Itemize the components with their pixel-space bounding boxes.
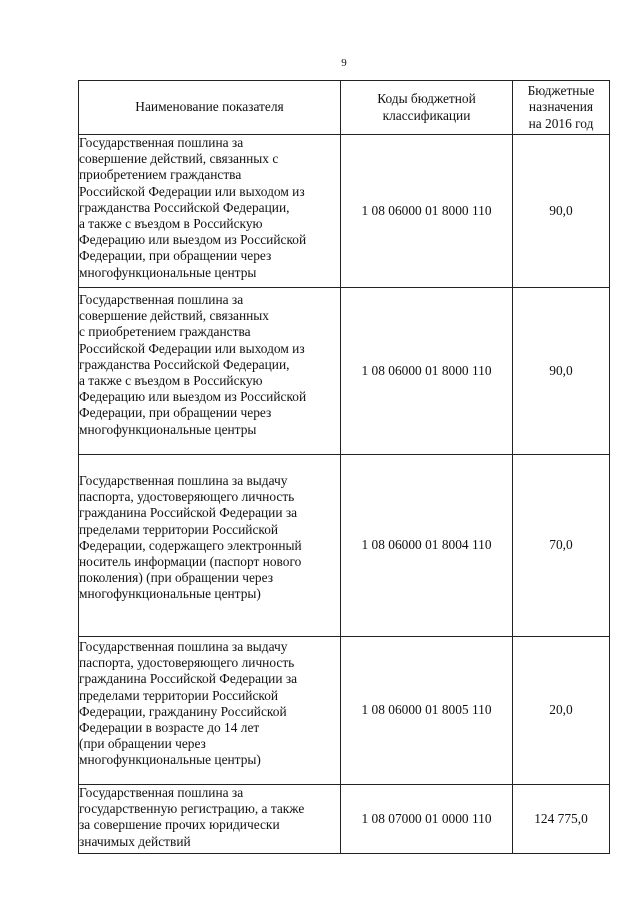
row-name-line: Государственная пошлина за: [79, 135, 244, 150]
row-name-line: Государственная пошлина за: [79, 785, 244, 800]
table-row: [79, 785, 610, 854]
row-name-line: паспорта, удостоверяющего личность: [79, 655, 295, 671]
row-name-line: совершение действий, связанных: [79, 308, 269, 324]
row-name-line: Государственная пошлина за выдачу: [79, 473, 288, 488]
row-name-line: за совершение прочих юридически: [79, 817, 280, 833]
row-name-line: гражданства Российской Федерации,: [79, 356, 290, 372]
row-name-line: гражданина Российской Федерации за: [79, 505, 298, 521]
row-name-line: приобретением гражданства: [79, 167, 242, 183]
table-row: [79, 135, 610, 288]
row-name-line: значимых действий: [79, 833, 191, 849]
row-name-line: а также с въездом в Российскую: [79, 216, 263, 232]
table-row: [79, 455, 610, 637]
row-name-line: пределами территории Российской: [79, 687, 279, 703]
row-name-line: гражданства Российской Федерации,: [79, 199, 290, 215]
row-name-line: носитель информации (паспорт нового: [79, 554, 302, 570]
row-name-line: Российской Федерации или выходом из: [79, 183, 305, 199]
table-header: [79, 81, 610, 135]
row-name: [79, 785, 341, 854]
header-code: Коды бюджетной классификации: [341, 81, 513, 135]
row-amount: 90,0: [513, 135, 610, 288]
row-name: [79, 288, 341, 455]
header-amount: Бюджетные назначения на 2016 год: [513, 81, 610, 135]
row-name-line: Федерации в возрасте до 14 лет: [79, 720, 260, 736]
row-amount: 70,0: [513, 455, 610, 637]
row-name-line: паспорта, удостоверяющего личность: [79, 489, 295, 505]
table-body: [79, 135, 610, 854]
row-name: [79, 135, 341, 288]
row-name-line: Российской Федерации или выходом из: [79, 340, 305, 356]
row-name: [79, 455, 341, 637]
row-name-line: Федерацию или выездом из Российской: [79, 389, 307, 405]
table-row: [79, 288, 610, 455]
row-code: 1 08 06000 01 8000 110: [341, 135, 513, 288]
row-name-line: многофункциональные центры): [79, 752, 261, 768]
row-name-line: Федерацию или выездом из Российской: [79, 232, 307, 248]
row-name-line: совершение действий, связанных с: [79, 151, 279, 167]
row-name-line: Государственная пошлина за: [79, 292, 244, 307]
row-name-line: гражданина Российской Федерации за: [79, 671, 298, 687]
row-amount: 20,0: [513, 637, 610, 785]
row-name-line: поколения) (при обращении через: [79, 570, 273, 586]
row-amount: 90,0: [513, 288, 610, 455]
row-name-line: а также с въездом в Российскую: [79, 373, 263, 389]
row-code: 1 08 07000 01 0000 110: [341, 785, 513, 854]
row-name-line: (при обращении через: [79, 736, 206, 752]
row-name-line: многофункциональные центры: [79, 264, 257, 280]
row-name-line: пределами территории Российской: [79, 521, 279, 537]
row-name-line: многофункциональные центры: [79, 421, 257, 437]
budget-table: [78, 80, 610, 854]
row-amount: 124 775,0: [513, 785, 610, 854]
table-row: [79, 637, 610, 785]
row-code: 1 08 06000 01 8000 110: [341, 288, 513, 455]
row-name-line: с приобретением гражданства: [79, 324, 251, 340]
row-code: 1 08 06000 01 8005 110: [341, 637, 513, 785]
row-name-line: государственную регистрацию, а также: [79, 801, 305, 817]
page-number: 9: [341, 57, 347, 69]
row-name-line: многофункциональные центры): [79, 586, 261, 602]
row-name-line: Государственная пошлина за выдачу: [79, 639, 288, 654]
row-name-line: Федерации, гражданину Российской: [79, 703, 287, 719]
row-code: 1 08 06000 01 8004 110: [341, 455, 513, 637]
row-name-line: Федерации, содержащего электронный: [79, 537, 302, 553]
header-name: Наименование показателя: [79, 81, 341, 135]
row-name-line: Федерации, при обращении через: [79, 248, 272, 264]
row-name: [79, 637, 341, 785]
row-name-line: Федерации, при обращении через: [79, 405, 272, 421]
